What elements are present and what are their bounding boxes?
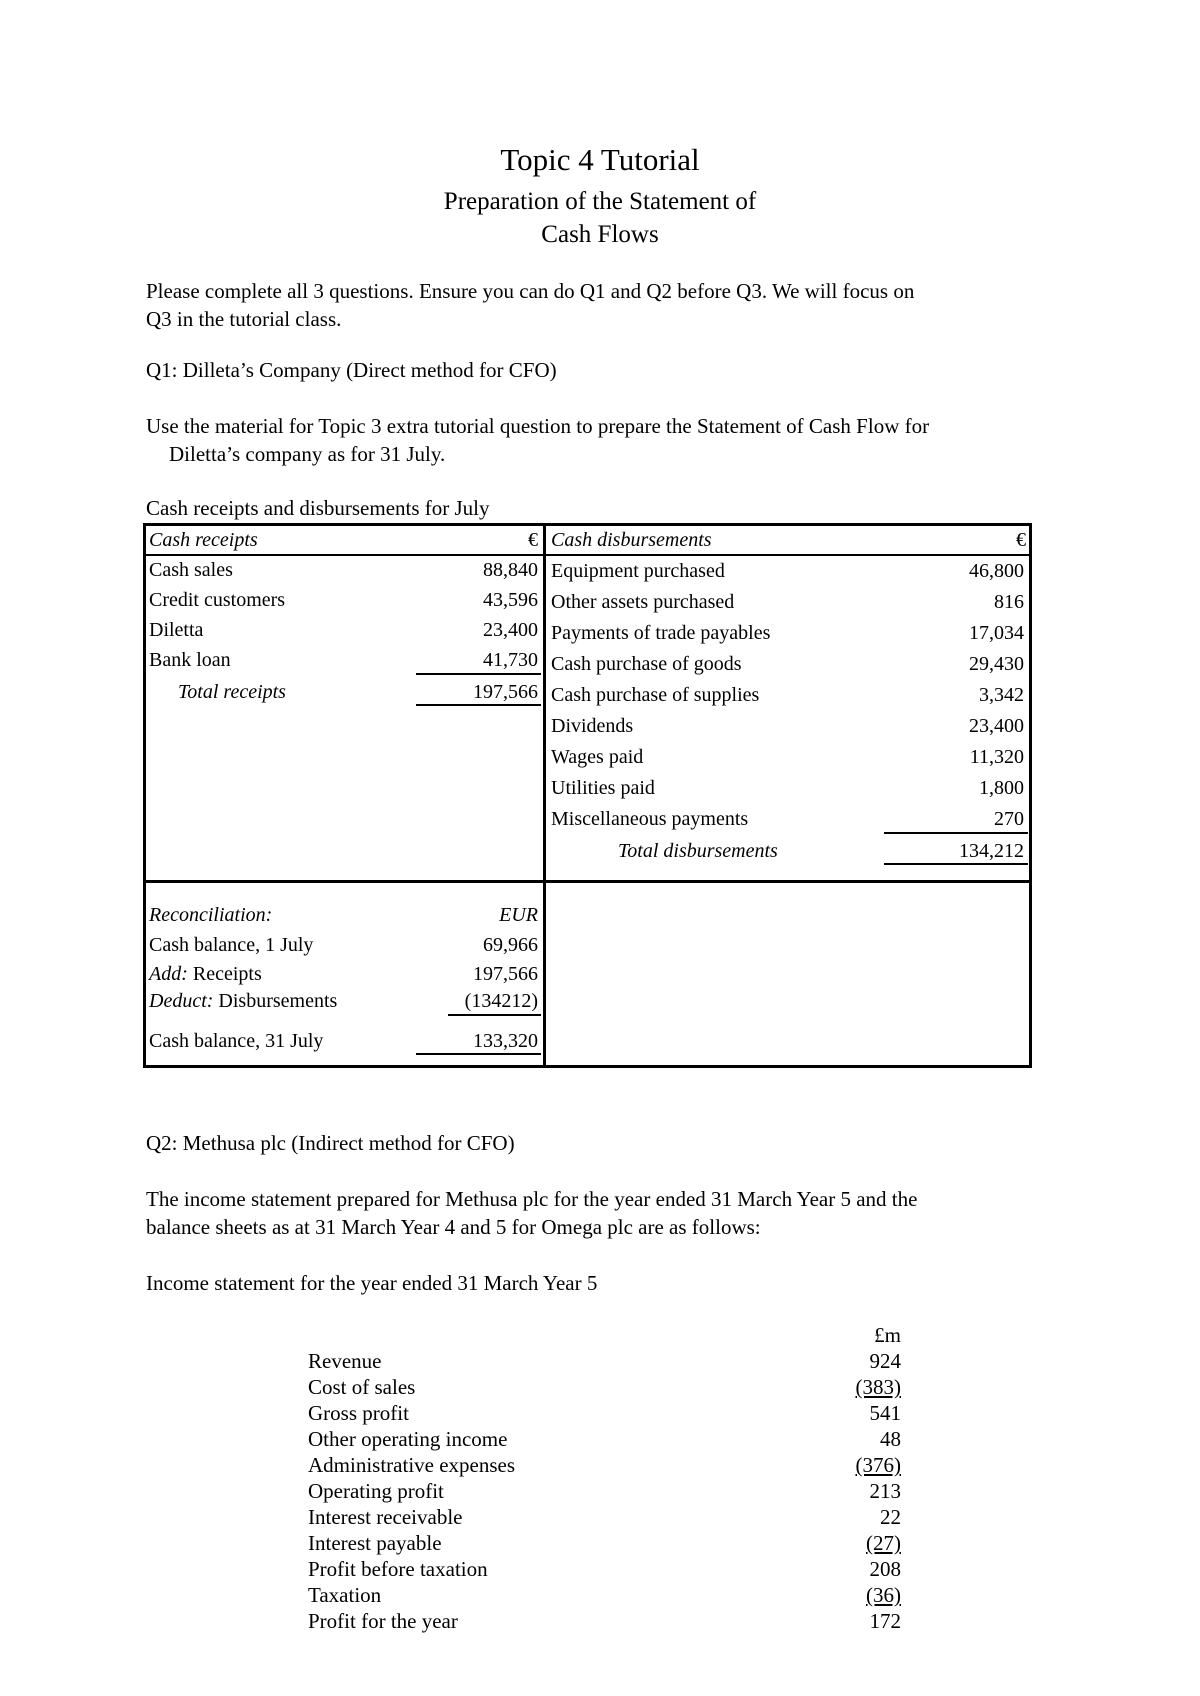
disbursement-value: 1,800	[979, 777, 1024, 799]
q1-text-line2: Diletta’s company as for 31 July.	[169, 442, 446, 466]
income-row-value: 213	[869, 1479, 901, 1503]
reconciliation-subtotal-rule	[448, 1014, 541, 1016]
receipt-value: 23,400	[483, 619, 538, 641]
disbursements-header-currency: €	[1016, 529, 1026, 551]
reconciliation-deduct-label: Disbursements	[218, 990, 338, 1012]
income-row-label: Administrative expenses	[308, 1453, 516, 1477]
receipt-label: Cash sales	[149, 559, 233, 581]
reconciliation-add-row	[149, 962, 262, 986]
income-row-label: Profit before taxation	[308, 1557, 488, 1581]
income-row-value: 924	[869, 1349, 901, 1373]
disbursement-label: Miscellaneous payments	[551, 808, 749, 830]
receipts-header-label: Cash receipts	[149, 529, 258, 551]
income-row-value: (376)	[855, 1453, 901, 1477]
disbursement-label: Cash purchase of supplies	[551, 684, 760, 706]
disbursements-total-label: Total disbursements	[618, 840, 778, 862]
reconciliation-deduct-value: (134212)	[464, 990, 538, 1012]
income-row-value: 172	[869, 1609, 901, 1633]
receipt-label: Diletta	[149, 619, 204, 641]
disbursement-label: Dividends	[551, 715, 634, 737]
reconciliation-currency: EUR	[499, 904, 538, 926]
disbursement-value: 11,320	[969, 746, 1024, 768]
cash-table-divider-vertical	[543, 523, 546, 1068]
disbursements-total-rule	[884, 863, 1028, 865]
disbursement-value: 46,800	[969, 560, 1024, 582]
income-row-label: Operating profit	[308, 1479, 444, 1503]
income-row-label: Cost of sales	[308, 1375, 416, 1399]
reconciliation-closing-value: 133,320	[473, 1030, 538, 1052]
income-row-label: Interest receivable	[308, 1505, 463, 1529]
income-row-label: Profit for the year	[308, 1609, 458, 1633]
disbursement-label: Utilities paid	[551, 777, 655, 799]
income-row-value: (36)	[866, 1583, 901, 1607]
income-row-value: 22	[880, 1505, 901, 1529]
reconciliation-opening-label: Cash balance, 1 July	[149, 934, 314, 956]
disbursement-value: 29,430	[969, 653, 1024, 675]
q1-heading: Q1: Dilleta’s Company (Direct method for CFO)	[146, 358, 557, 382]
reconciliation-opening-value: 69,966	[483, 934, 538, 956]
q1-text-line1: Use the material for Topic 3 extra tutorial question to prepare the Statement of Cash Flow for	[146, 414, 930, 438]
income-row-value: (383)	[855, 1375, 901, 1399]
reconciliation-heading: Reconciliation:	[149, 904, 273, 926]
receipt-value: 41,730	[483, 649, 538, 671]
receipts-total-rule	[416, 704, 541, 706]
q1-table-caption: Cash receipts and disbursements for July	[146, 496, 490, 520]
income-statement-unit: £m	[874, 1323, 901, 1347]
page-subtitle-line1: Preparation of the Statement of	[443, 188, 757, 215]
reconciliation-add-value: 197,566	[473, 963, 538, 985]
receipts-total-label: Total receipts	[178, 681, 286, 703]
cash-table-header-rule	[143, 554, 1032, 556]
cash-table-divider-horizontal	[143, 880, 1032, 883]
disbursement-value: 3,342	[979, 684, 1024, 706]
receipts-header-currency: €	[528, 529, 538, 551]
receipts-subtotal-rule	[416, 673, 541, 675]
disbursement-label: Cash purchase of goods	[551, 653, 742, 675]
disbursements-header-label: Cash disbursements	[551, 529, 712, 551]
reconciliation-add-label: Receipts	[192, 963, 262, 985]
disbursement-value: 17,034	[969, 622, 1024, 644]
reconciliation-deduct-row	[149, 989, 337, 1013]
disbursement-value: 23,400	[969, 715, 1024, 737]
receipt-value: 43,596	[483, 589, 538, 611]
q2-text-line1: The income statement prepared for Methusa plc for the year ended 31 March Year 5 and the	[146, 1187, 918, 1211]
reconciliation-total-rule	[416, 1053, 541, 1055]
income-row-label: Gross profit	[308, 1401, 409, 1425]
q2-text-line2: balance sheets as at 31 March Year 4 and 5 for Omega plc are as follows:	[146, 1215, 761, 1239]
reconciliation-deduct-prefix: Deduct:	[149, 990, 214, 1012]
disbursement-value: 270	[994, 808, 1024, 830]
receipts-total-value: 197,566	[473, 681, 538, 703]
intro-line2: Q3 in the tutorial class.	[146, 307, 342, 331]
q2-statement-caption: Income statement for the year ended 31 March Year 5	[146, 1271, 598, 1295]
page-subtitle-line2: Cash Flows	[541, 221, 659, 248]
income-row-label: Revenue	[308, 1349, 382, 1373]
disbursement-label: Payments of trade payables	[551, 622, 771, 644]
receipt-label: Credit customers	[149, 589, 286, 611]
disbursements-subtotal-rule	[884, 832, 1028, 834]
disbursement-label: Other assets purchased	[551, 591, 735, 613]
income-row-label: Interest payable	[308, 1531, 442, 1555]
q2-heading: Q2: Methusa plc (Indirect method for CFO)	[146, 1131, 515, 1155]
reconciliation-add-prefix: Add:	[149, 963, 188, 985]
disbursement-label: Equipment purchased	[551, 560, 725, 582]
disbursement-value: 816	[994, 591, 1024, 613]
income-row-value: 208	[869, 1557, 901, 1581]
disbursements-total-value: 134,212	[959, 840, 1024, 862]
intro-line1: Please complete all 3 questions. Ensure you can do Q1 and Q2 before Q3. We will focus on	[146, 279, 915, 303]
income-row-value: (27)	[866, 1531, 901, 1555]
income-row-value: 48	[880, 1427, 901, 1451]
page-title: Topic 4 Tutorial	[500, 142, 700, 177]
receipt-value: 88,840	[483, 559, 538, 581]
income-row-label: Other operating income	[308, 1427, 508, 1451]
reconciliation-closing-label: Cash balance, 31 July	[149, 1030, 324, 1052]
income-row-label: Taxation	[308, 1583, 382, 1607]
income-row-value: 541	[869, 1401, 901, 1425]
receipt-label: Bank loan	[149, 649, 231, 671]
disbursement-label: Wages paid	[551, 746, 644, 768]
